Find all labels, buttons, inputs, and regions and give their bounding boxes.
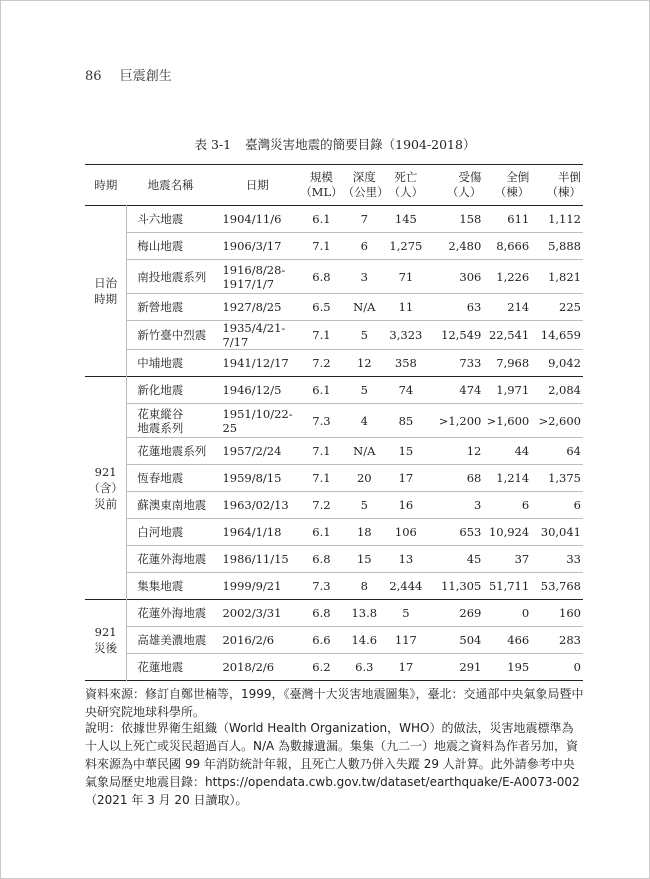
period-group-colonial xyxy=(85,206,583,377)
period-label-line: 921 xyxy=(94,465,117,479)
col-date: 日期 xyxy=(245,177,269,192)
damaged-cell: 9,042 xyxy=(548,356,581,370)
deaths-cell: 74 xyxy=(398,383,414,397)
date-line: 1917/1/7 xyxy=(222,276,275,291)
earthquake-name-line: 花蓮外海地震 xyxy=(137,606,207,620)
date-line: 1986/11/15 xyxy=(222,552,289,566)
earthquake-name-line: 花蓮外海地震 xyxy=(137,552,207,566)
injured-cell: 653 xyxy=(459,525,482,539)
date-cell xyxy=(214,627,300,654)
table-row xyxy=(85,233,583,260)
earthquake-name-cell xyxy=(127,627,215,654)
magnitude-cell: 6.2 xyxy=(312,660,331,674)
table-row xyxy=(85,573,583,600)
earthquake-name-cell xyxy=(127,438,215,465)
collapsed-cell: 6 xyxy=(521,498,530,512)
date-cell xyxy=(214,350,300,377)
injured-cell: 11,305 xyxy=(441,579,482,593)
table-row xyxy=(85,654,583,681)
date-cell xyxy=(214,438,300,465)
date-line: 1959/8/15 xyxy=(222,471,282,485)
deaths-cell: 71 xyxy=(398,269,414,284)
damaged-cell: 225 xyxy=(559,300,581,314)
earthquake-name-cell xyxy=(127,294,215,321)
earthquake-name-cell xyxy=(127,350,215,377)
date-line: 1999/9/21 xyxy=(222,579,282,593)
col-depth: 深度 （公里） xyxy=(342,170,389,199)
damaged-cell: 64 xyxy=(566,444,581,458)
table-row xyxy=(85,350,583,377)
date-cell xyxy=(214,492,300,519)
page-number: 86 xyxy=(85,69,102,84)
injured-cell: 63 xyxy=(466,300,482,314)
magnitude-cell: 7.3 xyxy=(312,413,331,428)
date-cell xyxy=(214,294,300,321)
deaths-cell: 17 xyxy=(398,471,414,485)
earthquake-name-cell xyxy=(127,600,215,627)
earthquake-name-line: 斗六地震 xyxy=(137,212,184,226)
date-line: 1946/12/5 xyxy=(222,383,282,397)
deaths-cell: 11 xyxy=(398,300,414,314)
damaged-cell: 14,659 xyxy=(540,328,581,342)
table-row xyxy=(85,321,583,350)
date-cell xyxy=(214,465,300,492)
depth-cell: 20 xyxy=(356,471,372,485)
earthquake-name-line: 新竹臺中烈震 xyxy=(137,328,207,342)
magnitude-cell: 6.5 xyxy=(312,300,331,314)
source-note: 資料來源：修訂自鄭世楠等，1999，《臺灣十大災害地震圖集》，臺北：交通部中央氣象局暨中央研究院地球科學所。 xyxy=(85,687,584,719)
date-cell xyxy=(214,260,300,294)
damaged-cell: 1,112 xyxy=(548,212,581,226)
table-row xyxy=(85,294,583,321)
table-row xyxy=(85,492,583,519)
period-label-line: 災後 xyxy=(94,641,118,655)
deaths-cell: 15 xyxy=(398,444,414,458)
col-magnitude: 規模 （ML） xyxy=(300,170,343,199)
period-cell xyxy=(85,377,127,600)
damaged-cell: 30,041 xyxy=(540,525,581,539)
depth-cell: 13.8 xyxy=(351,606,378,620)
date-line: 1906/3/17 xyxy=(222,239,282,253)
earthquake-name-line: 地震系列 xyxy=(137,420,184,435)
table-row xyxy=(85,465,583,492)
collapsed-cell: 214 xyxy=(507,300,530,314)
injured-cell: 12 xyxy=(466,444,482,458)
damaged-cell: >2,600 xyxy=(538,413,581,428)
injured-cell: 68 xyxy=(466,471,482,485)
deaths-cell: 145 xyxy=(394,212,417,226)
date-line: 1963/02/13 xyxy=(222,498,289,512)
earthquake-name-cell xyxy=(127,465,215,492)
date-cell xyxy=(214,654,300,681)
table-row xyxy=(85,404,583,438)
collapsed-cell: 8,666 xyxy=(496,239,530,253)
collapsed-cell: 1,226 xyxy=(496,269,530,284)
depth-cell: N/A xyxy=(353,300,376,314)
earthquake-name-cell xyxy=(127,377,215,404)
injured-cell: >1,200 xyxy=(438,413,482,428)
depth-cell: 4 xyxy=(360,413,368,428)
magnitude-cell: 6.8 xyxy=(312,269,331,284)
depth-cell: 6 xyxy=(360,239,368,253)
deaths-cell: 117 xyxy=(394,633,417,647)
depth-cell: 5 xyxy=(360,498,368,512)
date-cell xyxy=(214,519,300,546)
date-line: 1951/10/22-25 xyxy=(222,406,293,435)
table-row xyxy=(85,627,583,654)
depth-cell: 5 xyxy=(360,383,368,397)
depth-cell: 8 xyxy=(360,579,368,593)
date-line: 2002/3/31 xyxy=(222,606,282,620)
date-cell xyxy=(214,233,300,260)
date-line: 2016/2/6 xyxy=(222,633,275,647)
earthquake-name-line: 高雄美濃地震 xyxy=(137,633,207,647)
date-cell xyxy=(214,600,300,627)
magnitude-cell: 6.1 xyxy=(312,212,331,226)
date-cell xyxy=(214,546,300,573)
table-row xyxy=(85,260,583,294)
date-line: 1904/11/6 xyxy=(222,212,282,226)
collapsed-cell: 37 xyxy=(514,552,530,566)
depth-cell: 12 xyxy=(356,356,372,370)
damaged-cell: 283 xyxy=(559,633,581,647)
date-line: 1916/8/28- xyxy=(222,262,286,277)
magnitude-cell: 6.8 xyxy=(312,606,331,620)
depth-cell: 3 xyxy=(360,269,368,284)
collapsed-cell: 51,711 xyxy=(488,579,530,593)
earthquake-name-cell xyxy=(127,260,215,294)
damaged-cell: 160 xyxy=(559,606,581,620)
collapsed-cell: 44 xyxy=(514,444,530,458)
collapsed-cell: 10,924 xyxy=(488,525,530,539)
deaths-cell: 16 xyxy=(398,498,414,512)
book-title: 巨震創生 xyxy=(119,69,172,84)
damaged-cell: 1,821 xyxy=(548,269,581,284)
earthquake-name-cell xyxy=(127,206,215,233)
collapsed-cell: 7,968 xyxy=(496,356,530,370)
col-injured: 受傷 （人） xyxy=(446,170,482,199)
period-label-line: 921 xyxy=(94,625,117,639)
earthquake-name-line: 新營地震 xyxy=(137,300,184,314)
magnitude-cell: 7.2 xyxy=(312,356,331,370)
period-group-post-921 xyxy=(85,600,583,681)
earthquake-name-line: 花蓮地震 xyxy=(137,660,184,674)
table-row xyxy=(85,206,583,233)
damaged-cell: 53,768 xyxy=(540,579,581,593)
magnitude-cell: 7.1 xyxy=(312,444,331,458)
header-row xyxy=(85,165,583,206)
magnitude-cell: 7.3 xyxy=(312,579,331,593)
deaths-cell: 2,444 xyxy=(389,579,423,593)
date-line: 1935/4/21-7/17 xyxy=(222,321,286,349)
col-deaths: 死亡 （人） xyxy=(388,170,424,199)
collapsed-cell: >1,600 xyxy=(486,413,530,428)
collapsed-cell: 195 xyxy=(507,660,530,674)
period-group-pre-921 xyxy=(85,377,583,600)
period-cell xyxy=(85,206,127,377)
injured-cell: 306 xyxy=(459,269,482,284)
col-period: 時期 xyxy=(94,177,118,192)
earthquake-name-cell xyxy=(127,654,215,681)
earthquake-name-cell xyxy=(127,519,215,546)
date-line: 1927/8/25 xyxy=(222,300,282,314)
date-line: 2018/2/6 xyxy=(222,660,275,674)
earthquake-name-line: 花東縱谷 xyxy=(137,406,184,421)
date-line: 1957/2/24 xyxy=(222,444,282,458)
deaths-cell: 3,323 xyxy=(389,328,423,342)
period-label-line: 日治 xyxy=(94,276,118,290)
explanation-note: 說明：依據世界衛生組織（World Health Organization，WHO）的做法，災害地震標準為十人以上死亡或災民超過百人。N/A 為數據遺漏。集集（九二一）地震之資料為作者另加，資料來源為中華民國 99 年消防統計年報，且死亡人數乃併入失蹤 29 人計算。此外請參考中央氣象局歷史地震目錄：https://opendata.cwb.gov.tw/dataset/earthquake/E-A0073-002（2021 年 3 月 20 日讀取）。 xyxy=(85,721,580,807)
date-cell xyxy=(214,573,300,600)
earthquake-name-line: 南投地震系列 xyxy=(137,269,207,284)
earthquake-table xyxy=(85,164,583,681)
damaged-cell: 1,375 xyxy=(548,471,581,485)
injured-cell: 3 xyxy=(474,498,482,512)
injured-cell: 12,549 xyxy=(441,328,482,342)
injured-cell: 45 xyxy=(466,552,482,566)
earthquake-name-line: 蘇澳東南地震 xyxy=(137,498,207,512)
col-name: 地震名稱 xyxy=(147,177,194,192)
period-label-line: 時期 xyxy=(94,292,118,306)
magnitude-cell: 6.6 xyxy=(312,633,331,647)
earthquake-name-line: 新化地震 xyxy=(137,383,184,397)
magnitude-cell: 6.1 xyxy=(312,383,331,397)
earthquake-name-cell xyxy=(127,404,215,438)
injured-cell: 733 xyxy=(459,356,482,370)
collapsed-cell: 0 xyxy=(521,606,530,620)
earthquake-name-cell xyxy=(127,546,215,573)
earthquake-name-line: 恆春地震 xyxy=(137,471,184,485)
depth-cell: 15 xyxy=(356,552,372,566)
deaths-cell: 5 xyxy=(402,606,410,620)
table-row xyxy=(85,600,583,627)
col-damaged: 半倒 （棟） xyxy=(546,170,581,199)
table-row xyxy=(85,438,583,465)
earthquake-name-line: 集集地震 xyxy=(137,579,184,593)
earthquake-name-cell xyxy=(127,321,215,350)
period-label-line: （含） xyxy=(88,481,123,495)
date-line: 1941/12/17 xyxy=(222,356,289,370)
depth-cell: 14.6 xyxy=(351,633,378,647)
deaths-cell: 17 xyxy=(398,660,414,674)
earthquake-name-line: 花蓮地震系列 xyxy=(137,444,207,458)
depth-cell: 18 xyxy=(356,525,372,539)
damaged-cell: 0 xyxy=(573,660,581,674)
table-row xyxy=(85,519,583,546)
deaths-cell: 1,275 xyxy=(389,239,423,253)
injured-cell: 269 xyxy=(459,606,482,620)
date-cell xyxy=(214,206,300,233)
magnitude-cell: 6.1 xyxy=(312,525,331,539)
depth-cell: 5 xyxy=(360,328,368,342)
earthquake-name-line: 中埔地震 xyxy=(137,356,184,370)
magnitude-cell: 7.1 xyxy=(312,328,331,342)
injured-cell: 474 xyxy=(459,383,482,397)
earthquake-name-cell xyxy=(127,492,215,519)
earthquake-name-cell xyxy=(127,573,215,600)
magnitude-cell: 7.1 xyxy=(312,471,331,485)
date-cell xyxy=(214,321,300,350)
date-cell xyxy=(214,377,300,404)
earthquake-name-cell xyxy=(127,233,215,260)
injured-cell: 291 xyxy=(459,660,482,674)
depth-cell: 6.3 xyxy=(355,660,374,674)
table-title: 臺灣災害地震的簡要目錄（1904-2018） xyxy=(245,137,476,152)
collapsed-cell: 1,214 xyxy=(496,471,530,485)
period-label-line: 災前 xyxy=(94,497,118,511)
collapsed-cell: 1,971 xyxy=(496,383,530,397)
collapsed-cell: 611 xyxy=(507,212,530,226)
depth-cell: N/A xyxy=(353,444,376,458)
earthquake-name-line: 白河地震 xyxy=(137,525,184,539)
damaged-cell: 6 xyxy=(573,498,581,512)
table-row xyxy=(85,546,583,573)
injured-cell: 158 xyxy=(459,212,482,226)
magnitude-cell: 7.1 xyxy=(312,239,331,253)
date-line: 1964/1/18 xyxy=(222,525,282,539)
collapsed-cell: 466 xyxy=(507,633,530,647)
deaths-cell: 85 xyxy=(398,413,414,428)
damaged-cell: 2,084 xyxy=(548,383,581,397)
table-caption xyxy=(85,135,585,153)
deaths-cell: 13 xyxy=(398,552,414,566)
deaths-cell: 106 xyxy=(394,525,417,539)
injured-cell: 504 xyxy=(459,633,482,647)
date-cell xyxy=(214,404,300,438)
earthquake-name-line: 梅山地震 xyxy=(137,239,184,253)
col-collapsed: 全倒 （棟） xyxy=(494,170,530,199)
running-header xyxy=(85,65,172,84)
depth-cell: 7 xyxy=(360,212,368,226)
period-cell xyxy=(85,600,127,681)
injured-cell: 2,480 xyxy=(448,239,482,253)
collapsed-cell: 22,541 xyxy=(488,328,530,342)
deaths-cell: 358 xyxy=(394,356,417,370)
damaged-cell: 33 xyxy=(566,552,581,566)
table-number: 表 3-1 xyxy=(194,137,232,152)
magnitude-cell: 7.2 xyxy=(312,498,331,512)
damaged-cell: 5,888 xyxy=(548,239,581,253)
table-row xyxy=(85,377,583,404)
magnitude-cell: 6.8 xyxy=(312,552,331,566)
